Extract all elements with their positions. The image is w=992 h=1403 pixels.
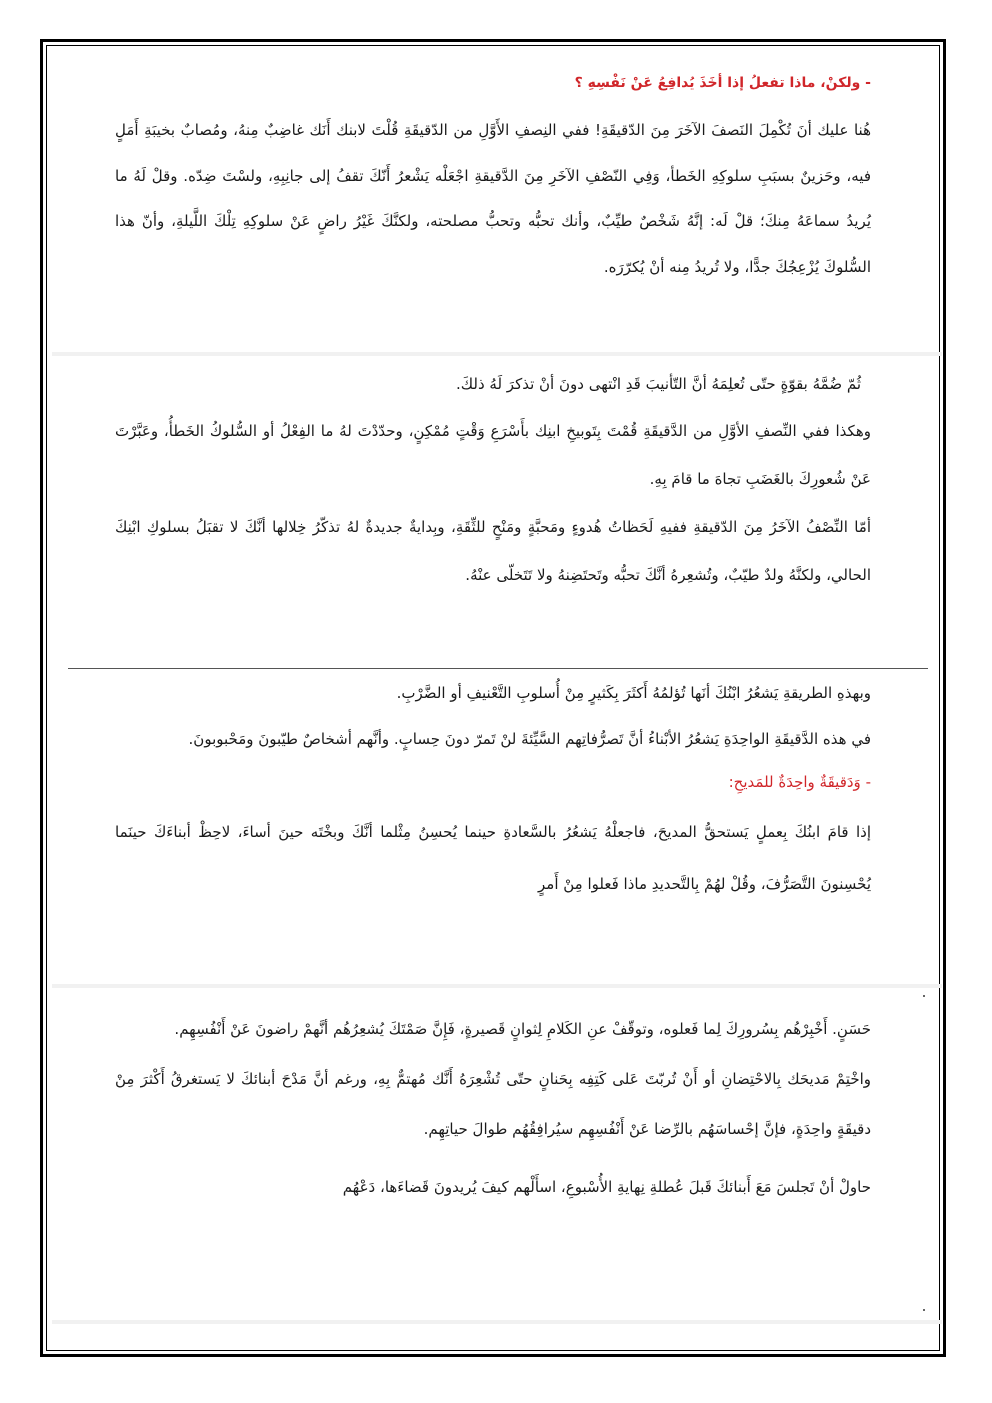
page-break-shadow: [52, 352, 942, 356]
section-2: [115, 362, 871, 599]
section-3-paragraph-1: وبهذهِ الطريقةِ يَشعُرُ ابْنُكَ أنَها تُؤلمُهُ أَكثَرَ بِكَثيرٍ مِنْ أُسلوبِ التَّعْنيفِ أو الضَّرْبِ.: [396, 684, 871, 702]
section-1-paragraph: هُنا عليك أنَ تُكْمِلَ النَصفَ الآخَرَ مِنَ الدّقيقَةِ! ففي النِصفِ الأَوَّلِ من الدّقيقَةِ قُلْتَ لابنك أَنَك غاضِبٌ مِنهُ، ومُصابٌ بخيبَةِ أَمَلٍ فيه، وحَزينٌ بسبَبِ سلوكِهِ الخَطأ، وَفِي النّصْفِ الآخَرِ مِنَ الدَّقيقةِ اجْعَلْه يَشْعرُ أَنّكَ تقفُ إلى جانِبِهِ، ولسْتَ ضِدّه. وقلْ لَهُ ما يُريدُ سماعَهُ مِنكَ؛ قلْ لَه: إنَّهُ شَخْصٌ طيِّبٌ، وأنك تحبُّه وتحبُّ مصلحته، ولكنَّكَ غَيْرُ راضٍ عَنْ سلوكِهِ تِلْكَ اللَّيلةِ، وأنّ هذا السُّلوكَ يُزْعِجُكَ جدًّا، ولا تُريدُ مِنه أنْ يُكرّرَه.: [115, 121, 871, 276]
section-1-heading: - ولكنْ، ماذا تفعلُ إذا أخَذَ يُدافِعُ عَنْ نَفْسِهِ ؟: [574, 75, 871, 91]
section-4-paragraph-1: حَسَنٍ. أَخْبِرْهُم بِسُرورِكَ لِما فَعلوه، وتوقّفْ عنِ الكَلامِ لِثوانٍ قَصيرةٍ، فَإِنَّ صَمْتَكَ يُشعِرُهُم أنَّهمْ راضونَ عَنْ أَنْفُسِهِم.: [174, 1020, 871, 1038]
margin-dot-2: [923, 1309, 925, 1311]
page-break-shadow-2: [52, 984, 942, 988]
section-2-paragraph-1: ثُمّ ضُمَّهُ بقوّةٍ حتّى تُعلِمَهُ أنَّ التّأنيبَ قَدِ انْتهى دونَ أنْ تذكرَ لَهُ ذلكَ.: [456, 375, 861, 393]
section-2-paragraph-3: أمّا النِّصْفُ الآخَرُ مِنَ الدّقيقةِ ففيهِ لَحَظاتُ هُدوءٍ ومَحبَّةٍ ومَنْحٍ للثِّقَةِ، وبِدايةٌ جديدةٌ لهُ تذكّرُ خِلالها أنَّكَ لا تقبَلُ بسلوكِ ابْنِكَ الحالي، ولكنَّهُ ولدٌ طيّبٌ، وتُشعِرهُ أنَّكَ تحبُّه وتَحتَضِنهُ ولا تَتَخلّى عنْهُ.: [115, 518, 871, 584]
page-bottom-shadow: [52, 1320, 942, 1324]
section-3-paragraph-3: إذا قامَ ابنُكَ بِعملٍ يَستحقُّ المديحَ، فاجعلْهُ يَشعُرُ بالسَّعادةِ حينما يُحسِنُ مِثْلما أنَّكَ وبخْتَه حينَ أساءَ، لاحِظْ أبناءَكَ حينَما يُحْسِنونَ التَّصَرُّفَ، وقُلْ لهُمْ بِالتَّحديدِ ماذا فَعلوا مِنْ أَمرٍ: [115, 823, 871, 893]
section-4-paragraph-3: حاولْ أنْ تَجلسَ مَعَ أَبنائكَ قَبلَ عُطلةِ نِهايةِ الأُسْبوعِ، اسأَلْهم كيفَ يُريدونَ قَضاءَها، دَعْهُم: [342, 1178, 871, 1196]
section-1: [115, 70, 871, 290]
section-3: [115, 670, 871, 910]
section-3-subheading: - وَدَقيقَةٌ واحِدَةٌ للمَديحِ:: [728, 773, 871, 791]
section-3-paragraph-2: في هذه الدَّقيقَةِ الواحِدَةِ يَشعُرُ الأبْناءُ أنَّ تَصرُّفاتِهم السَّيِّئةَ لنْ تَمرّ دونَ حِسابٍ. وأنَّهم أشخاصٌ طيّبونَ ومَحْبوبونَ.: [188, 730, 871, 748]
section-4-paragraph-2: واخْتِمْ مَديحَك بِالاحْتِضانِ أو أَنْ تُربّتَ عَلى كَتِفِه بِحَنانٍ حتّى تُشْعِرَهُ أَنَّك مُهتمٌّ بِهِ، ورغم أنَّ مَدْحَ أبنائكَ لا يَستغرقُ أَكْثرَ مِنْ دقيقَةٍ واحِدَةٍ، فإنَّ إحْساسَهُم بالرِّضا عَنْ أَنْفُسِهِم سيُرافِقُهُم طوالَ حياتِهِم.: [115, 1070, 871, 1138]
section-4: [115, 1004, 871, 1210]
margin-dot: [923, 995, 925, 997]
section-2-paragraph-2: وهكذا ففي النِّصفِ الأوَّلِ من الدَّقيقَةِ قُمْتَ بِتَوبيخِ ابنِك بأَسْرَعِ وَقْتٍ مُمْكِنٍ، وحدّدْتَ لهُ ما الفِعْلُ أو السُّلوكُ الخَطأُ، وعَبَّرْتَ عَنْ شُعورِكَ بالغَضَبِ تجاهَ ما قامَ بِهِ.: [115, 422, 871, 488]
section-divider: [68, 668, 928, 669]
